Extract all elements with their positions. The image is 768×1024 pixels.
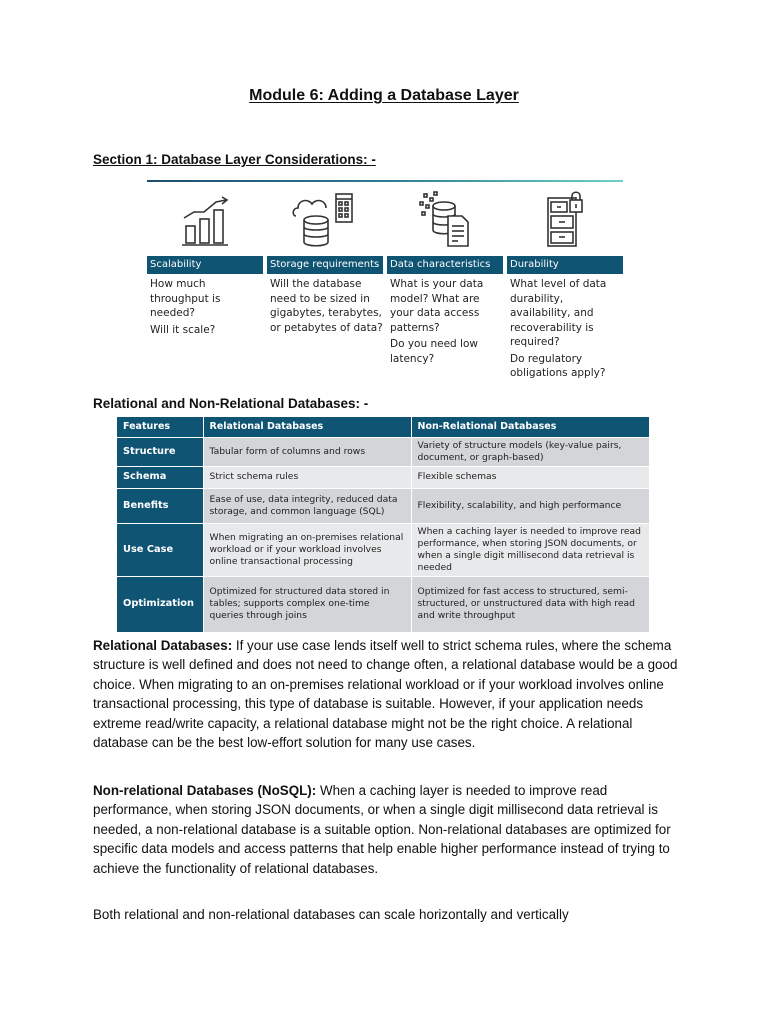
table-header-row <box>117 417 650 437</box>
relational-cell: Ease of use, data integrity, reduced data storage, and common language (SQL) <box>203 488 411 523</box>
description-line: What is your data model? What are your data access patterns? <box>390 278 484 334</box>
table-row <box>117 437 650 466</box>
description-line: What level of data durability, availability, and recoverability is required? <box>510 278 607 348</box>
table-row <box>117 523 650 576</box>
non-relational-cell: When a caching layer is needed to improve read performance, when storing JSON documents, or when a single digit millisecond data retrieval is needed <box>411 523 650 576</box>
non-relational-cell: Flexible schemas <box>411 466 650 488</box>
paragraph-relational <box>93 636 678 752</box>
infographic-description <box>510 277 625 381</box>
feature-cell: Benefits <box>117 488 203 523</box>
infographic-description <box>150 277 265 337</box>
non-relational-cell: Optimized for fast access to structured, semi-structured, or unstructured data with high read and write throughput <box>411 576 650 632</box>
database-document-icon <box>387 190 503 248</box>
description-line: Do regulatory obligations apply? <box>510 352 606 379</box>
feature-cell: Use Case <box>117 523 203 576</box>
paragraph-scaling <box>93 905 678 924</box>
infographic-description <box>270 277 385 335</box>
relational-cell: Strict schema rules <box>203 466 411 488</box>
infographic-label: Durability <box>507 256 623 274</box>
non-relational-cell: Variety of structure models (key-value pairs, document, or graph-based) <box>411 437 650 466</box>
table-row <box>117 488 650 523</box>
bar-chart-growth-icon <box>147 190 263 248</box>
relational-cell: Tabular form of columns and rows <box>203 437 411 466</box>
paragraph-body: Both relational and non-relational databases can scale horizontally and vertically <box>93 907 569 922</box>
infographic-label: Scalability <box>147 256 263 274</box>
section-heading: Section 1: Database Layer Considerations: - <box>93 152 376 167</box>
paragraph-non-relational <box>93 781 678 878</box>
paragraph-body: If your use case lends itself well to strict schema rules, where the schema structure is well defined and does not need to change often, a relational database would be a good choice. When migrating to an on-premises relational workload or if your workload involves online transactional processing, this type of database is suitable. However, if your application needs extreme read/write capacity, a relational database might not be the right choice. A relational database can be the best low-effort solution for many use cases. <box>93 638 678 751</box>
description-line: Will the database need to be sized in gigabytes, terabytes, or petabytes of data? <box>270 278 383 334</box>
description-line: Will it scale? <box>150 323 216 336</box>
gradient-divider <box>147 180 623 182</box>
infographic-label: Data characteristics <box>387 256 503 274</box>
column-header-features: Features <box>117 417 203 437</box>
paragraph-lead: Relational Databases: <box>93 638 233 653</box>
infographic-label: Storage requirements <box>267 256 383 274</box>
feature-cell: Schema <box>117 466 203 488</box>
feature-cell: Optimization <box>117 576 203 632</box>
considerations-infographic <box>147 180 623 385</box>
column-header-relational: Relational Databases <box>203 417 411 437</box>
non-relational-cell: Flexibility, scalability, and high performance <box>411 488 650 523</box>
locked-file-cabinet-icon <box>507 190 623 248</box>
table-row <box>117 466 650 488</box>
paragraph-lead: Non-relational Databases (NoSQL): <box>93 783 317 798</box>
infographic-description <box>390 277 505 366</box>
relational-cell: Optimized for structured data stored in tables; supports complex one-time queries through joins <box>203 576 411 632</box>
description-line: Do you need low latency? <box>390 338 478 365</box>
relational-cell: When migrating an on-premises relational workload or if your workload involves online transactional processing <box>203 523 411 576</box>
paragraph-body: When a caching layer is needed to improve read performance, when storing JSON documents, or when a single digit millisecond data retrieval is needed, a non-relational database is a suitable option. Non-relational databases are optimized for specific data models and access patterns that help enable higher performance instead of trying to achieve the functionality of relational databases. <box>93 783 671 876</box>
document-title: Module 6: Adding a Database Layer <box>249 87 519 104</box>
database-comparison-table <box>117 417 650 632</box>
cloud-database-storage-icon <box>267 190 383 248</box>
column-header-non-relational: Non-Relational Databases <box>411 417 650 437</box>
feature-cell: Structure <box>117 437 203 466</box>
comparison-subheading: Relational and Non-Relational Databases: - <box>93 396 369 411</box>
description-line: How much throughput is needed? <box>150 278 221 319</box>
table-row <box>117 576 650 632</box>
